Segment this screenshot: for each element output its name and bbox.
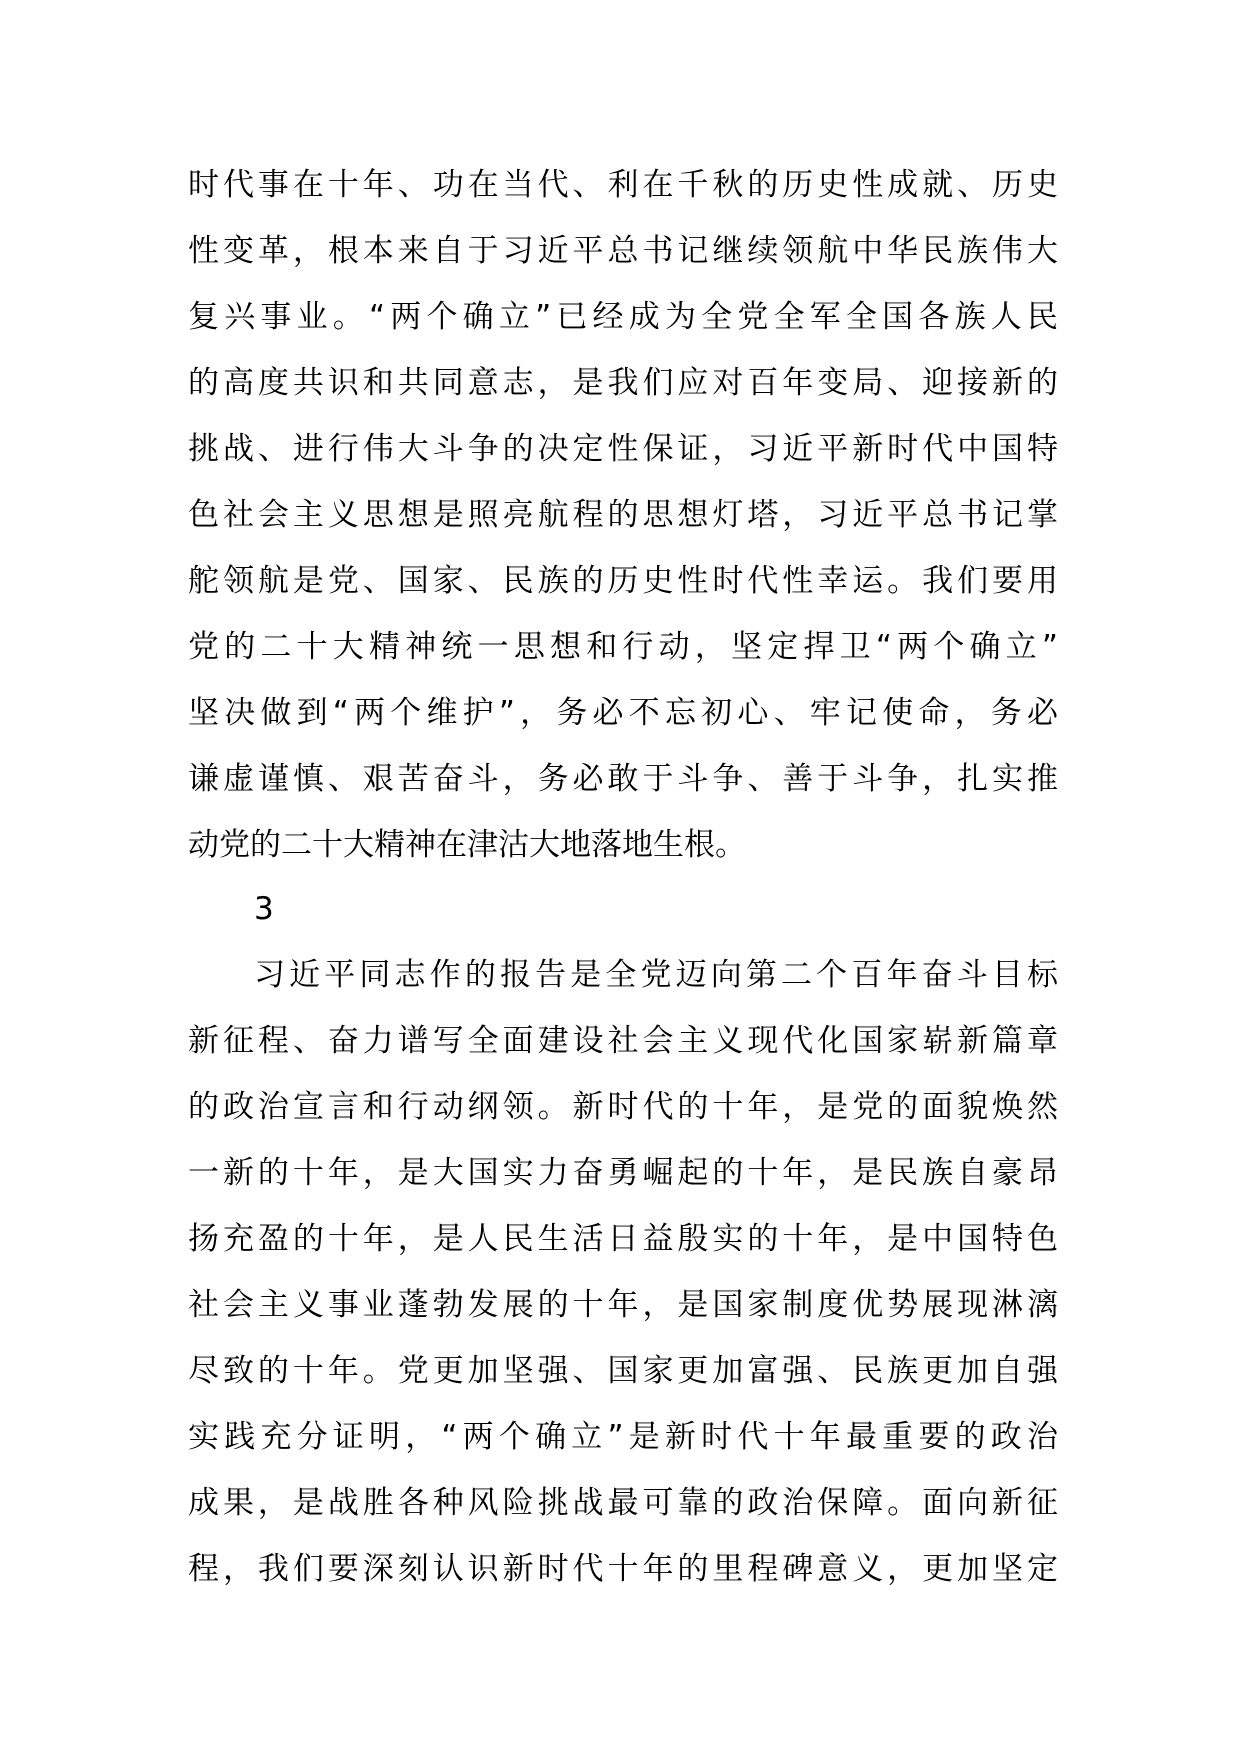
paragraph-line: 一新的十年，是大国实力奋勇崛起的十年，是民族自豪昂 — [188, 1155, 1058, 1191]
paragraph-line: 习近平同志作的报告是全党迈向第二个百年奋斗目标 — [254, 957, 1058, 993]
paragraph-line: 程，我们要深刻认识新时代十年的里程碑意义，更加坚定 — [188, 1551, 1058, 1587]
paragraph-line: 实践充分证明，“两个确立”是新时代十年最重要的政治 — [188, 1419, 1058, 1455]
paragraph-line: 尽致的十年。党更加坚强、国家更加富强、民族更加自强 — [188, 1353, 1058, 1389]
paragraph-2 — [188, 942, 1058, 1602]
paragraph-line: 的高度共识和共同意志，是我们应对百年变局、迎接新的 — [188, 365, 1058, 401]
paragraph-line: 新征程、奋力谱写全面建设社会主义现代化国家崭新篇章 — [188, 1023, 1058, 1059]
paragraph-line: 时代事在十年、功在当代、利在千秋的历史性成就、历史 — [188, 167, 1058, 203]
section-number: 3 — [254, 891, 274, 927]
paragraph-line: 的政治宣言和行动纲领。新时代的十年，是党的面貌焕然 — [188, 1089, 1058, 1125]
paragraph-line: 扬充盈的十年，是人民生活日益殷实的十年，是中国特色 — [188, 1221, 1058, 1257]
paragraph-line: 复兴事业。“两个确立”已经成为全党全军全国各族人民 — [188, 299, 1058, 335]
paragraph-line: 舵领航是党、国家、民族的历史性时代性幸运。我们要用 — [188, 563, 1058, 599]
paragraph-line: 性变革，根本来自于习近平总书记继续领航中华民族伟大 — [188, 233, 1058, 269]
paragraph-line: 动党的二十大精神在津沽大地落地生根。 — [188, 827, 746, 863]
paragraph-line: 社会主义事业蓬勃发展的十年，是国家制度优势展现淋漓 — [188, 1287, 1058, 1323]
paragraph-line: 色社会主义思想是照亮航程的思想灯塔，习近平总书记掌 — [188, 497, 1058, 533]
paragraph-line: 党的二十大精神统一思想和行动，坚定捍卫“两个确立” — [188, 629, 1058, 665]
paragraph-1 — [188, 152, 1058, 878]
paragraph-line: 成果，是战胜各种风险挑战最可靠的政治保障。面向新征 — [188, 1485, 1058, 1521]
paragraph-line: 谦虚谨慎、艰苦奋斗，务必敢于斗争、善于斗争，扎实推 — [188, 761, 1058, 797]
paragraph-line: 坚决做到“两个维护”，务必不忘初心、牢记使命，务必 — [188, 695, 1058, 731]
paragraph-line: 挑战、进行伟大斗争的决定性保证，习近平新时代中国特 — [188, 431, 1058, 467]
